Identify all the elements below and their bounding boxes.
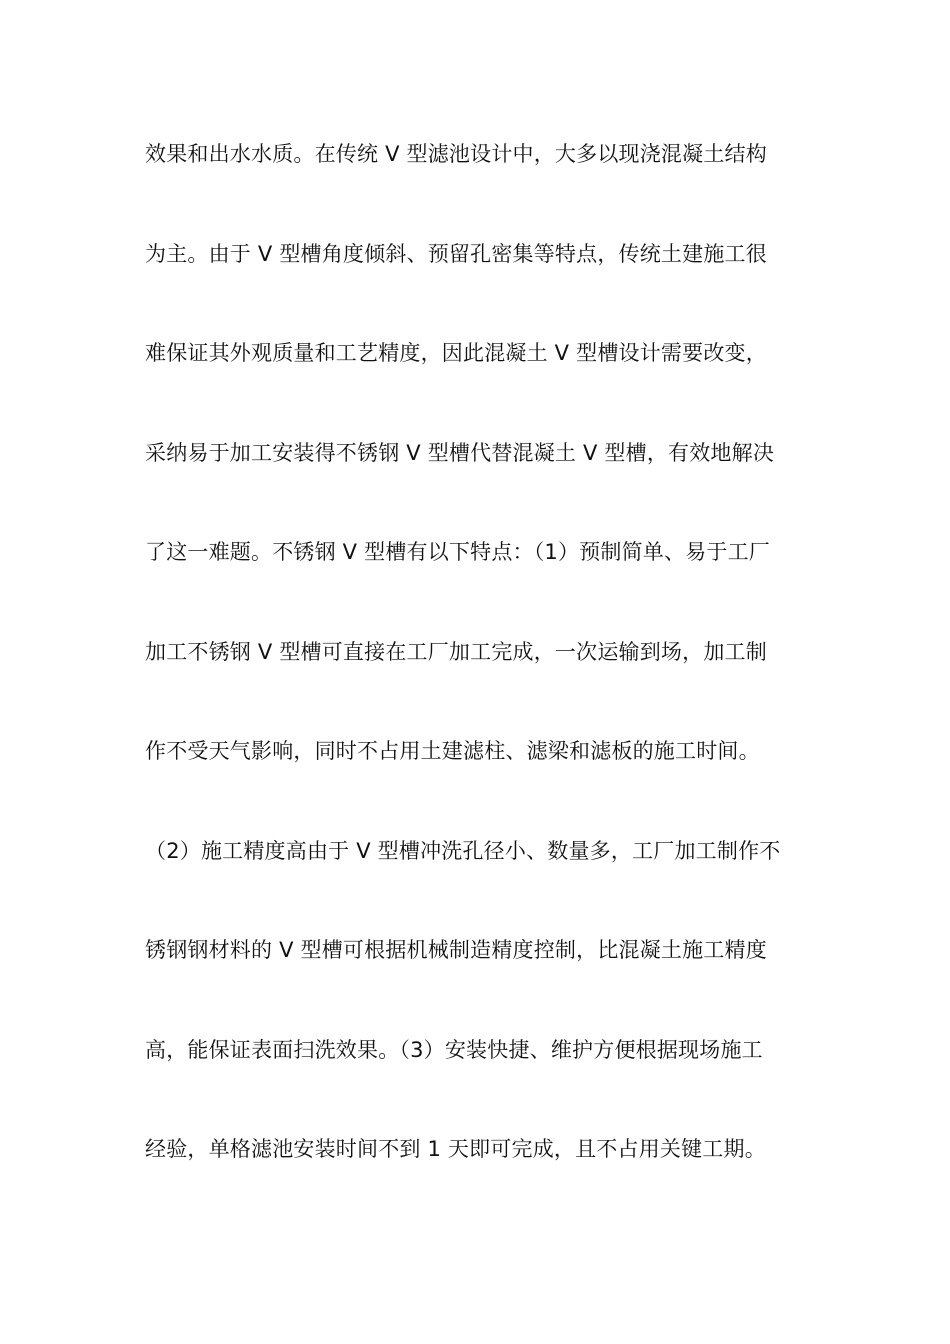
text-line: 锈钢钢材料的 V 型槽可根据机械制造精度控制，比混凝土施工精度	[145, 938, 767, 962]
body-text	[145, 132, 825, 1227]
text-line: 经验，单格滤池安装时间不到 1 天即可完成，且不占用关键工期。	[145, 1137, 766, 1161]
text-line: 了这一难题。不锈钢 V 型槽有以下特点：（1）预制简单、易于工厂	[145, 540, 770, 564]
text-line: 高，能保证表面扫洗效果。（3）安装快捷、维护方便根据现场施工	[145, 1037, 763, 1062]
text-line: 加工不锈钢 V 型槽可直接在工厂加工完成，一次运输到场，加工制	[145, 639, 767, 664]
text-line: 采纳易于加工安装得不锈钢 V 型槽代替混凝土 V 型槽，有效地解决	[145, 440, 775, 465]
text-line: 效果和出水水质。在传统 V 型滤池设计中，大多以现浇混凝土结构	[145, 142, 767, 166]
text-line: （2）施工精度高由于 V 型槽冲洗孔径小、数量多，工厂加工制作不	[145, 838, 781, 863]
text-line: 作不受天气影响，同时不占用土建滤柱、滤梁和滤板的施工时间。	[145, 739, 760, 763]
text-line: 为主。由于 V 型槽角度倾斜、预留孔密集等特点，传统土建施工很	[145, 241, 767, 266]
text-line: 难保证其外观质量和工艺精度，因此混凝土 V 型槽设计需要改变，	[145, 341, 767, 365]
